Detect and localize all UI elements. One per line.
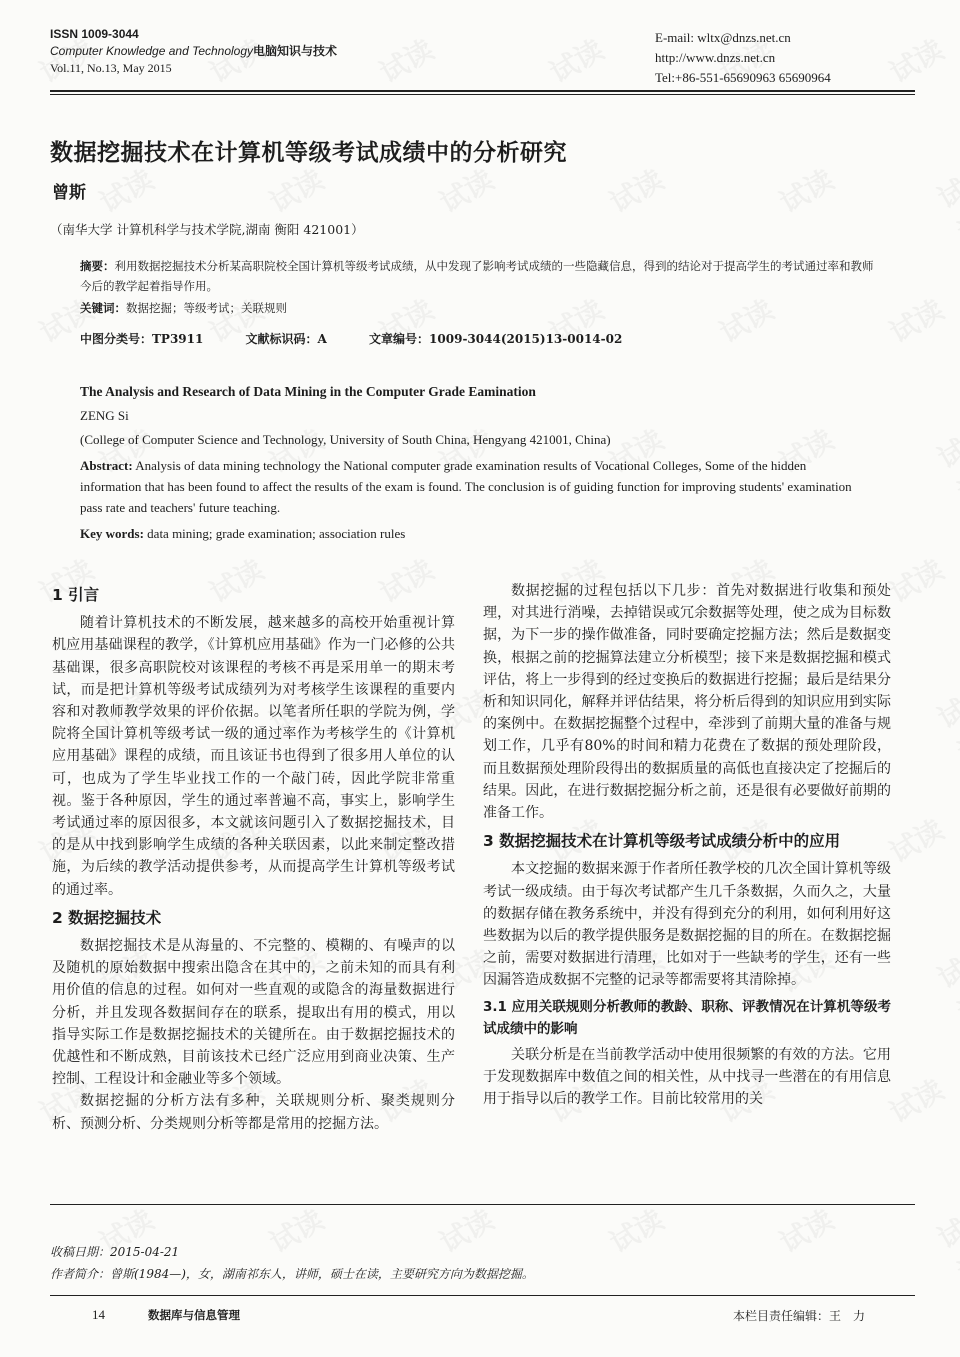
watermark-text (772, 159, 841, 222)
watermark-text (882, 1069, 951, 1132)
section-3-1-heading: 3.1 应用关联规则分析教师的教龄、职称、评教情况在计算机等级考试成绩中的影响 (483, 998, 891, 1037)
abstract-text-en: Analysis of data mining technology the National computer grade examination results of Vocational Colleges, Some of the hidden information that has been found to affect the results of the exam is found. The conclusion is of guiding function for improving students' examination pass rate and teachers' future teaching. (80, 458, 852, 515)
watermark-text (602, 1199, 671, 1262)
keywords-label-en: Key words: (80, 526, 144, 541)
keywords-cn (80, 300, 287, 316)
journal-header-left (50, 26, 337, 77)
header-rule-thin (50, 94, 915, 95)
footnote-rule (50, 1204, 915, 1205)
section-1-paragraph: 随着计算机技术的不断发展，越来越多的高校开始重视计算机应用基础课程的教学，《计算机应用基础》作为一门必修的公共基础课，很多高职院校对该课程的考核不再是采用单一的期末考试，而是把计算机等级考试成绩列为对考核学生该课程的重要内容和对教师教学效果的评价依据。以笔者所任职的学院为例，学院将全国计算机等级考试一级的通过率作为考核学生的《计算机应用基础》课程的成绩，而且该证书也得到了很多用人单位的认可，也成为了学生毕业找工作的一个敲门砖，因此学院非常重视。鉴于各种原因，学生的通过率普遍不高，事实上，影响学生考试通过率的原因很多，本文就该问题引入了数据挖掘技术，目的是从中找到影响学生成绩的各种关联因素，以此来制定整改措施，为后续的教学活动提供参考，从而提高学生计算机等级考试的通过率。 (52, 615, 455, 898)
journal-header-right (655, 28, 831, 88)
keywords-label-cn: 关键词： (80, 301, 126, 315)
section-editor: 本栏目责任编辑：王 力 (733, 1309, 866, 1323)
author-en: ZENG Si (80, 408, 129, 423)
section-2-paragraph-1: 数据挖掘技术是从海量的、不完整的、模糊的、有噪声的以及随机的原始数据中搜索出隐含在其中的，之前未知的而具有利用价值的信息的过程。如何对一些直观的或隐含的海量数据进行分析，并且发现各数据间存在的联系，提取出有用的模式，用以指导实际工作是数据挖掘技术的关键所在。由于数据挖掘技术的优越性和不断成熟，目前该技术已经广泛应用到商业决策、生产控制、工程设计和金融业等多个领域。 (52, 938, 455, 1088)
watermark-text (712, 289, 781, 352)
document-code: 文献标识码：A (245, 332, 327, 346)
author-bio: 作者简介：曾斯(1984—)，女，湖南祁东人，讲师，硕士在读，主要研究方向为数据挖掘。 (50, 1267, 534, 1281)
body-column-left (52, 580, 455, 1135)
watermark-text (882, 29, 951, 92)
section-3-heading: 3 数据挖掘技术在计算机等级考试成绩分析中的应用 (483, 832, 841, 851)
watermark-text (930, 1208, 960, 1291)
classification-line (80, 330, 660, 347)
contact-web: http://www.dnzs.net.cn (655, 50, 776, 65)
watermark-text (432, 1199, 501, 1262)
watermark-text (930, 688, 960, 771)
journal-name-cn: 电脑知识与技术 (253, 44, 338, 58)
section-2-paragraph-2: 数据挖掘的分析方法有多种，关联规则分析、聚类规则分析、预测分析、分类规则分析等都是常用的挖掘方法。 (52, 1093, 455, 1132)
section-3-paragraph: 本文挖掘的数据来源于作者所任教学校的几次全国计算机等级考试一级成绩。由于每次考试都产生几千条数据，久而久之，大量的数据存储在教务系统中，并没有得到充分的利用，如何利用好这些数据为以后的教学提供服务是数据挖掘的目的所在。在数据挖掘之前，需要对数据进行清理，比如对于一些缺考的学生，还有一些因漏答造成数据不完整的记录等都需要将其清除掉。 (483, 861, 891, 989)
keywords-text-cn: 数据挖掘；等级考试；关联规则 (126, 301, 287, 315)
contact-tel: Tel:+86-551-65690963 65690964 (655, 70, 831, 85)
affiliation-en: (College of Computer Science and Technology, University of South China, Hengyang 421001, China) (80, 432, 611, 447)
section-2-heading: 2 数据挖掘技术 (52, 908, 162, 927)
journal-name-en: Computer Knowledge and Technology (50, 44, 254, 58)
abstract-label-en: Abstract: (80, 458, 133, 473)
watermark-text (262, 1199, 331, 1262)
watermark-text (542, 29, 611, 92)
clc-number: 中图分类号：TP3911 (80, 332, 204, 346)
section-3-1-paragraph: 关联分析是在当前教学活动中使用很频繁的有效的方法。它用于发现数据库中数值之间的相关性，从中找寻一些潜在的有用信息用于指导以后的教学工作。目前比较常用的关 (483, 1046, 891, 1108)
watermark-text (930, 168, 960, 251)
abstract-label-cn: 摘要： (80, 259, 115, 273)
article-number: 文章编号：1009-3044(2015)13-0014-02 (369, 332, 623, 346)
article-title-cn: 数据挖掘技术在计算机等级考试成绩中的分析研究 (50, 140, 567, 166)
page-number: 14 (92, 1307, 105, 1322)
watermark-text (930, 428, 960, 511)
volume-info: Vol.11, No.13, May 2015 (50, 61, 172, 75)
section-2-paragraph-3: 数据挖掘的过程包括以下几步：首先对数据进行收集和预处理，对其进行消噪，去掉错误或冗余数据等处理，使之成为目标数据，为下一步的操作做准备，同时要确定挖掘方法；然后是数据变换，根据之前的挖掘算法建立分析模型；接下来是数据挖掘和模式评估，将上一步得到的经过变换后的数据进行挖掘；最后是结果分析和知识同化，解释并评估结果，将分析后得到的知识应用到实际的案例中。在数据挖掘整个过程中，牵涉到了前期大量的准备与规划工作，几乎有80%的时间和精力花费在了数据的预处理阶段，而且数据预处理阶段得出的数据质量的高低也直接决定了挖掘后的结果。因此，在进行数据挖掘分析之前，还是很有必要做好前期的准备工作。 (483, 583, 891, 822)
body-column-right (483, 580, 891, 1110)
received-date: 收稿日期：2015-04-21 (50, 1245, 180, 1259)
watermark-text (432, 159, 501, 222)
keywords-en (80, 526, 405, 542)
watermark-text (882, 809, 951, 872)
abstract-text-cn: 利用数据挖掘技术分析某高职院校全国计算机等级考试成绩，从中发现了影响考试成绩的一些隐藏信息，得到的结论对于提高学生的考试通过率和教师今后的教学起着指导作用。 (80, 259, 874, 293)
footer-rule (50, 1295, 915, 1296)
watermark-text (882, 289, 951, 352)
watermark-text (772, 1199, 841, 1262)
contact-email: E-mail: wltx@dnzs.net.cn (655, 30, 791, 45)
watermark-text (372, 29, 441, 92)
section-1-heading: 1 引言 (52, 586, 100, 604)
journal-section: 数据库与信息管理 (148, 1308, 240, 1322)
author-cn: 曾斯 (52, 183, 86, 203)
issn: ISSN 1009-3044 (50, 27, 139, 41)
abstract-cn (80, 256, 880, 296)
watermark-text (92, 159, 161, 222)
abstract-en (80, 455, 870, 518)
keywords-text-en: data mining; grade examination; association rules (143, 526, 406, 541)
article-title-en: The Analysis and Research of Data Mining in the Computer Grade Eamination (80, 384, 536, 399)
affiliation-cn: （南华大学 计算机科学与技术学院,湖南 衡阳 421001） (50, 222, 364, 237)
watermark-text (602, 159, 671, 222)
header-rule (50, 90, 915, 92)
watermark-text (930, 948, 960, 1031)
watermark-text (262, 159, 331, 222)
watermark-text (882, 549, 951, 612)
